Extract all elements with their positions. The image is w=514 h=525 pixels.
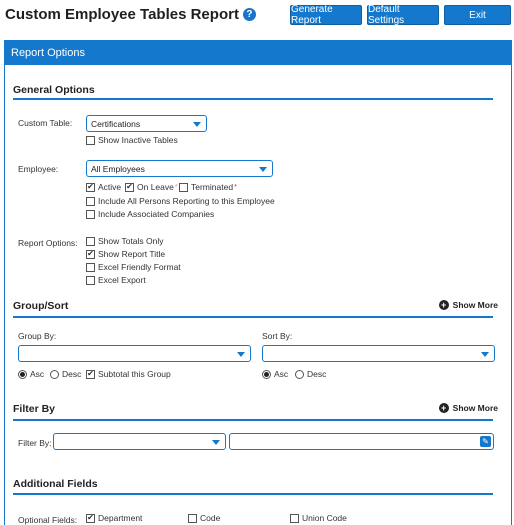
checked-icon: ✔: [87, 249, 94, 258]
group-by-label: Group By:: [18, 331, 57, 341]
plus-icon: +: [439, 300, 449, 310]
show-more-label: Show More: [452, 403, 498, 413]
code-label: Code: [200, 513, 221, 523]
active-checkbox[interactable]: [86, 182, 121, 192]
show-more-label: Show More: [452, 300, 498, 310]
checked-icon: ✔: [126, 182, 133, 191]
active-label: Active: [98, 182, 122, 192]
additional-fields-title: Additional Fields: [13, 478, 98, 490]
sort-desc-radio[interactable]: [295, 369, 326, 379]
checked-icon: ✔: [87, 369, 94, 378]
custom-table-select[interactable]: [86, 115, 207, 132]
checkbox-icon: [86, 263, 95, 272]
excel-friendly-checkbox[interactable]: [86, 262, 181, 272]
filter-by-label: Filter By:: [18, 438, 52, 448]
include-associated-label: Include Associated Companies: [98, 209, 215, 219]
chevron-down-icon: [481, 352, 489, 357]
section-divider: [13, 493, 493, 495]
code-checkbox[interactable]: [188, 513, 220, 523]
group-asc-radio[interactable]: [18, 369, 44, 379]
on-leave-checkbox[interactable]: [125, 182, 178, 192]
chevron-down-icon: [212, 440, 220, 445]
excel-export-label: Excel Export: [98, 275, 146, 285]
checkbox-icon: [86, 210, 95, 219]
report-options-panel: [4, 40, 512, 525]
show-title-checkbox[interactable]: [86, 249, 165, 259]
optional-fields-label: Optional Fields:: [18, 515, 78, 525]
terminated-checkbox[interactable]: [179, 182, 237, 192]
excel-friendly-label: Excel Friendly Format: [98, 262, 181, 272]
chevron-down-icon: [193, 122, 201, 127]
desc-label: Desc: [62, 369, 82, 379]
show-inactive-checkbox[interactable]: [86, 135, 178, 145]
page-title-wrap: [5, 6, 256, 23]
checked-icon: ✔: [87, 513, 94, 522]
checked-icon: ✔: [87, 182, 94, 191]
help-icon[interactable]: ?: [243, 8, 256, 21]
show-totals-checkbox[interactable]: [86, 236, 164, 246]
radio-icon: [295, 370, 304, 379]
include-reporting-checkbox[interactable]: [86, 196, 275, 206]
employee-select[interactable]: [86, 160, 273, 177]
filter-show-more[interactable]: [439, 403, 498, 413]
show-title-label: Show Report Title: [98, 249, 166, 259]
sort-by-label: Sort By:: [262, 331, 293, 341]
edit-icon[interactable]: ✎: [480, 436, 491, 447]
checkbox-icon: [86, 237, 95, 246]
subtotal-checkbox[interactable]: [86, 369, 171, 379]
asc-label: Asc: [274, 369, 289, 379]
union-code-checkbox[interactable]: [290, 513, 347, 523]
filter-field-select[interactable]: [53, 433, 226, 450]
radio-selected-icon: [262, 370, 271, 379]
subtotal-label: Subtotal this Group: [98, 369, 171, 379]
excel-export-checkbox[interactable]: [86, 275, 146, 285]
default-settings-button[interactable]: Default Settings: [367, 5, 439, 25]
sort-asc-radio[interactable]: [262, 369, 288, 379]
generate-report-button[interactable]: Generate Report: [290, 5, 362, 25]
employee-value: All Employees: [91, 163, 145, 174]
page-title: Custom Employee Tables Report: [5, 6, 239, 23]
section-divider: [13, 419, 493, 421]
employee-label: Employee:: [18, 164, 59, 174]
asc-label: Asc: [30, 369, 45, 379]
exit-button[interactable]: Exit: [444, 5, 511, 25]
section-divider: [13, 98, 493, 100]
group-by-select[interactable]: [18, 345, 251, 362]
chevron-down-icon: [237, 352, 245, 357]
radio-selected-icon: [18, 370, 27, 379]
group-desc-radio[interactable]: [50, 369, 81, 379]
checkbox-icon: [86, 197, 95, 206]
union-code-label: Union Code: [302, 513, 347, 523]
note-star-icon: *: [174, 183, 178, 191]
chevron-down-icon: [259, 167, 267, 172]
include-associated-checkbox[interactable]: [86, 209, 214, 219]
show-inactive-label: Show Inactive Tables: [98, 135, 178, 145]
general-options-title: General Options: [13, 84, 95, 96]
sort-by-select[interactable]: [262, 345, 495, 362]
checkbox-icon: [188, 514, 197, 523]
custom-table-value: Certifications: [91, 118, 141, 129]
checkbox-icon: [290, 514, 299, 523]
panel-header: Report Options: [5, 41, 511, 65]
terminated-label: Terminated: [191, 182, 234, 192]
desc-label: Desc: [307, 369, 327, 379]
checkbox-icon: [86, 276, 95, 285]
show-totals-label: Show Totals Only: [98, 236, 164, 246]
group-sort-show-more[interactable]: [439, 300, 498, 310]
on-leave-label: On Leave: [137, 182, 174, 192]
report-options-label: Report Options:: [18, 238, 78, 248]
required-star-icon: *: [234, 183, 237, 191]
radio-icon: [50, 370, 59, 379]
filter-by-title: Filter By: [13, 403, 56, 415]
department-label: Department: [98, 513, 143, 523]
filter-value-input[interactable]: [229, 433, 494, 450]
group-sort-title: Group/Sort: [13, 300, 69, 312]
checkbox-icon: [86, 136, 95, 145]
section-divider: [13, 316, 493, 318]
department-checkbox[interactable]: [86, 513, 142, 523]
plus-icon: +: [439, 403, 449, 413]
checkbox-icon: [179, 183, 188, 192]
include-reporting-label: Include All Persons Reporting to this Employee: [98, 196, 275, 206]
custom-table-label: Custom Table:: [18, 118, 73, 128]
